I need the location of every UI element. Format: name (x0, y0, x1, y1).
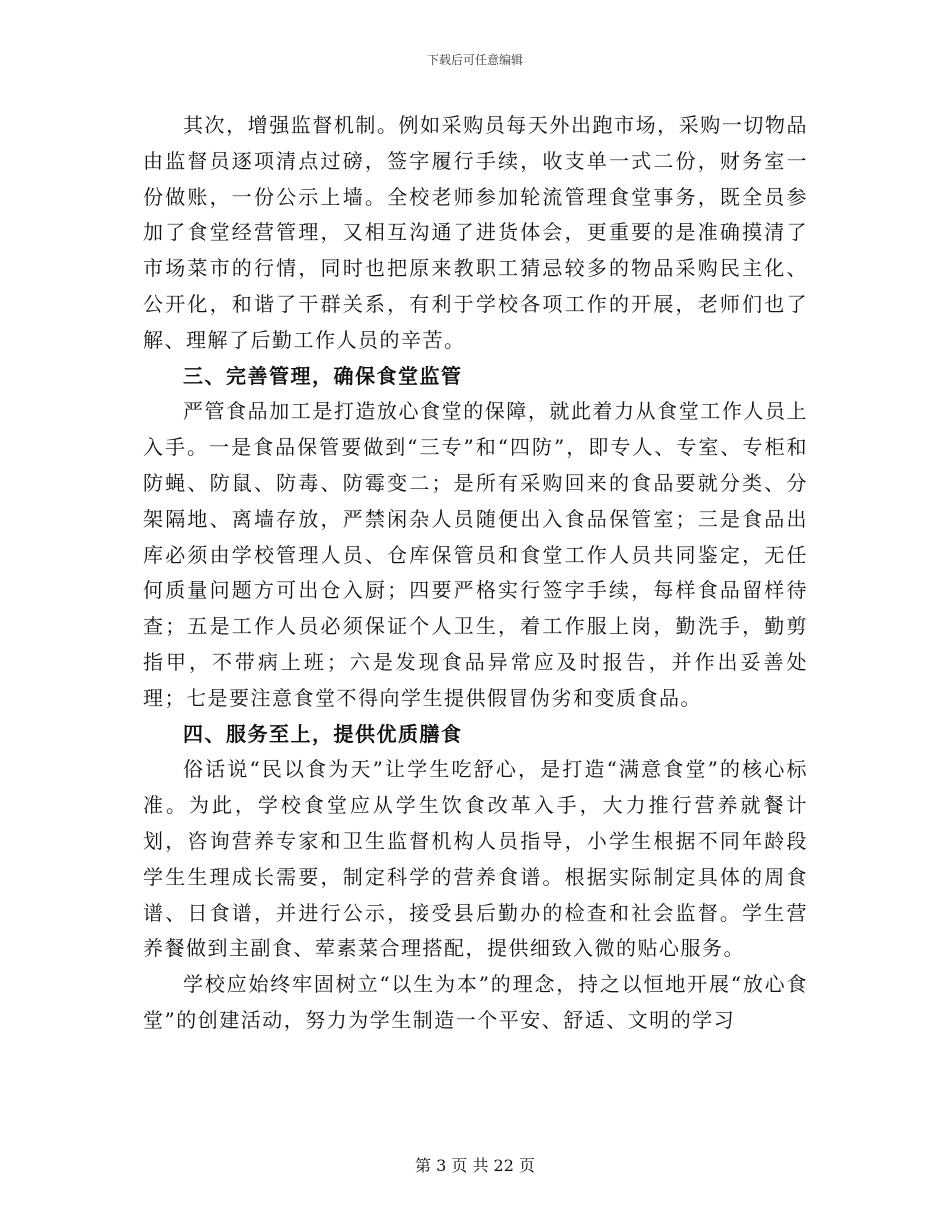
page-footer: 第 3 页 共 22 页 (415, 1156, 535, 1175)
paragraph-student-centered: 学校应始终牢固树立“以生为本”的理念，持之以恒地开展“放心食堂”的创建活动，努力为学生制造一个平安、舒适、文明的学习 (143, 972, 808, 1032)
section-heading-3: 三、完善管理，确保食堂监管 (183, 363, 463, 388)
page-header: 下载后可任意编辑 (426, 53, 523, 67)
document-body (143, 108, 808, 1039)
paragraph-food-management: 严管食品加工是打造放心食堂的保障，就此着力从食堂工作人员上入手。一是食品保管要做到“三专”和“四防”，即专人、专室、专柜和防蝇、防鼠、防毒、防霉变二；是所有采购回来的食品要就分类、分架隔地、离墙存放，严禁闲杂人员随便出入食品保管室；三是食品出库必须由学校管理人员、仓库保管员和食堂工作人员共同鉴定，无任何质量问题方可出仓入厨；四要严格实行签字手续，每样食品留样待查；五是工作人员必须保证个人卫生，着工作服上岗，勤洗手，勤剪指甲，不带病上班；六是发现食品异常应及时报告，并作出妥善处理；七是要注意食堂不得向学生提供假冒伪劣和变质食品。 (143, 399, 808, 710)
paragraph-supervision: 其次，增强监督机制。例如采购员每天外出跑市场，采购一切物品由监督员逐项清点过磅，签字履行手续，收支单一式二份，财务室一份做账，一份公示上墙。全校老师参加轮流管理食堂事务，既全员参加了食堂经营管理，又相互沟通了进货体会，更重要的是准确摸清了市场菜市的行情，同时也把原来教职工猜忌较多的物品采购民主化、公开化，和谐了干群关系，有利于学校各项工作的开展，老师们也了解、理解了后勤工作人员的辛苦。 (143, 113, 808, 352)
paragraph-nutrition-service: 俗话说“民以食为天”让学生吃舒心，是打造“满意食堂”的核心标准。为此，学校食堂应从学生饮食改革入手，大力推行营养就餐计划，咨询营养专家和卫生监督机构人员指导，小学生根据不同年龄段学生生理成长需要，制定科学的营养食谱。根据实际制定具体的周食谱、日食谱，并进行公示，接受县后勤办的检查和社会监督。学生营养餐做到主副食、荤素菜合理搭配，提供细致入微的贴心服务。 (143, 757, 808, 961)
section-heading-4: 四、服务至上，提供优质膳食 (183, 721, 463, 746)
